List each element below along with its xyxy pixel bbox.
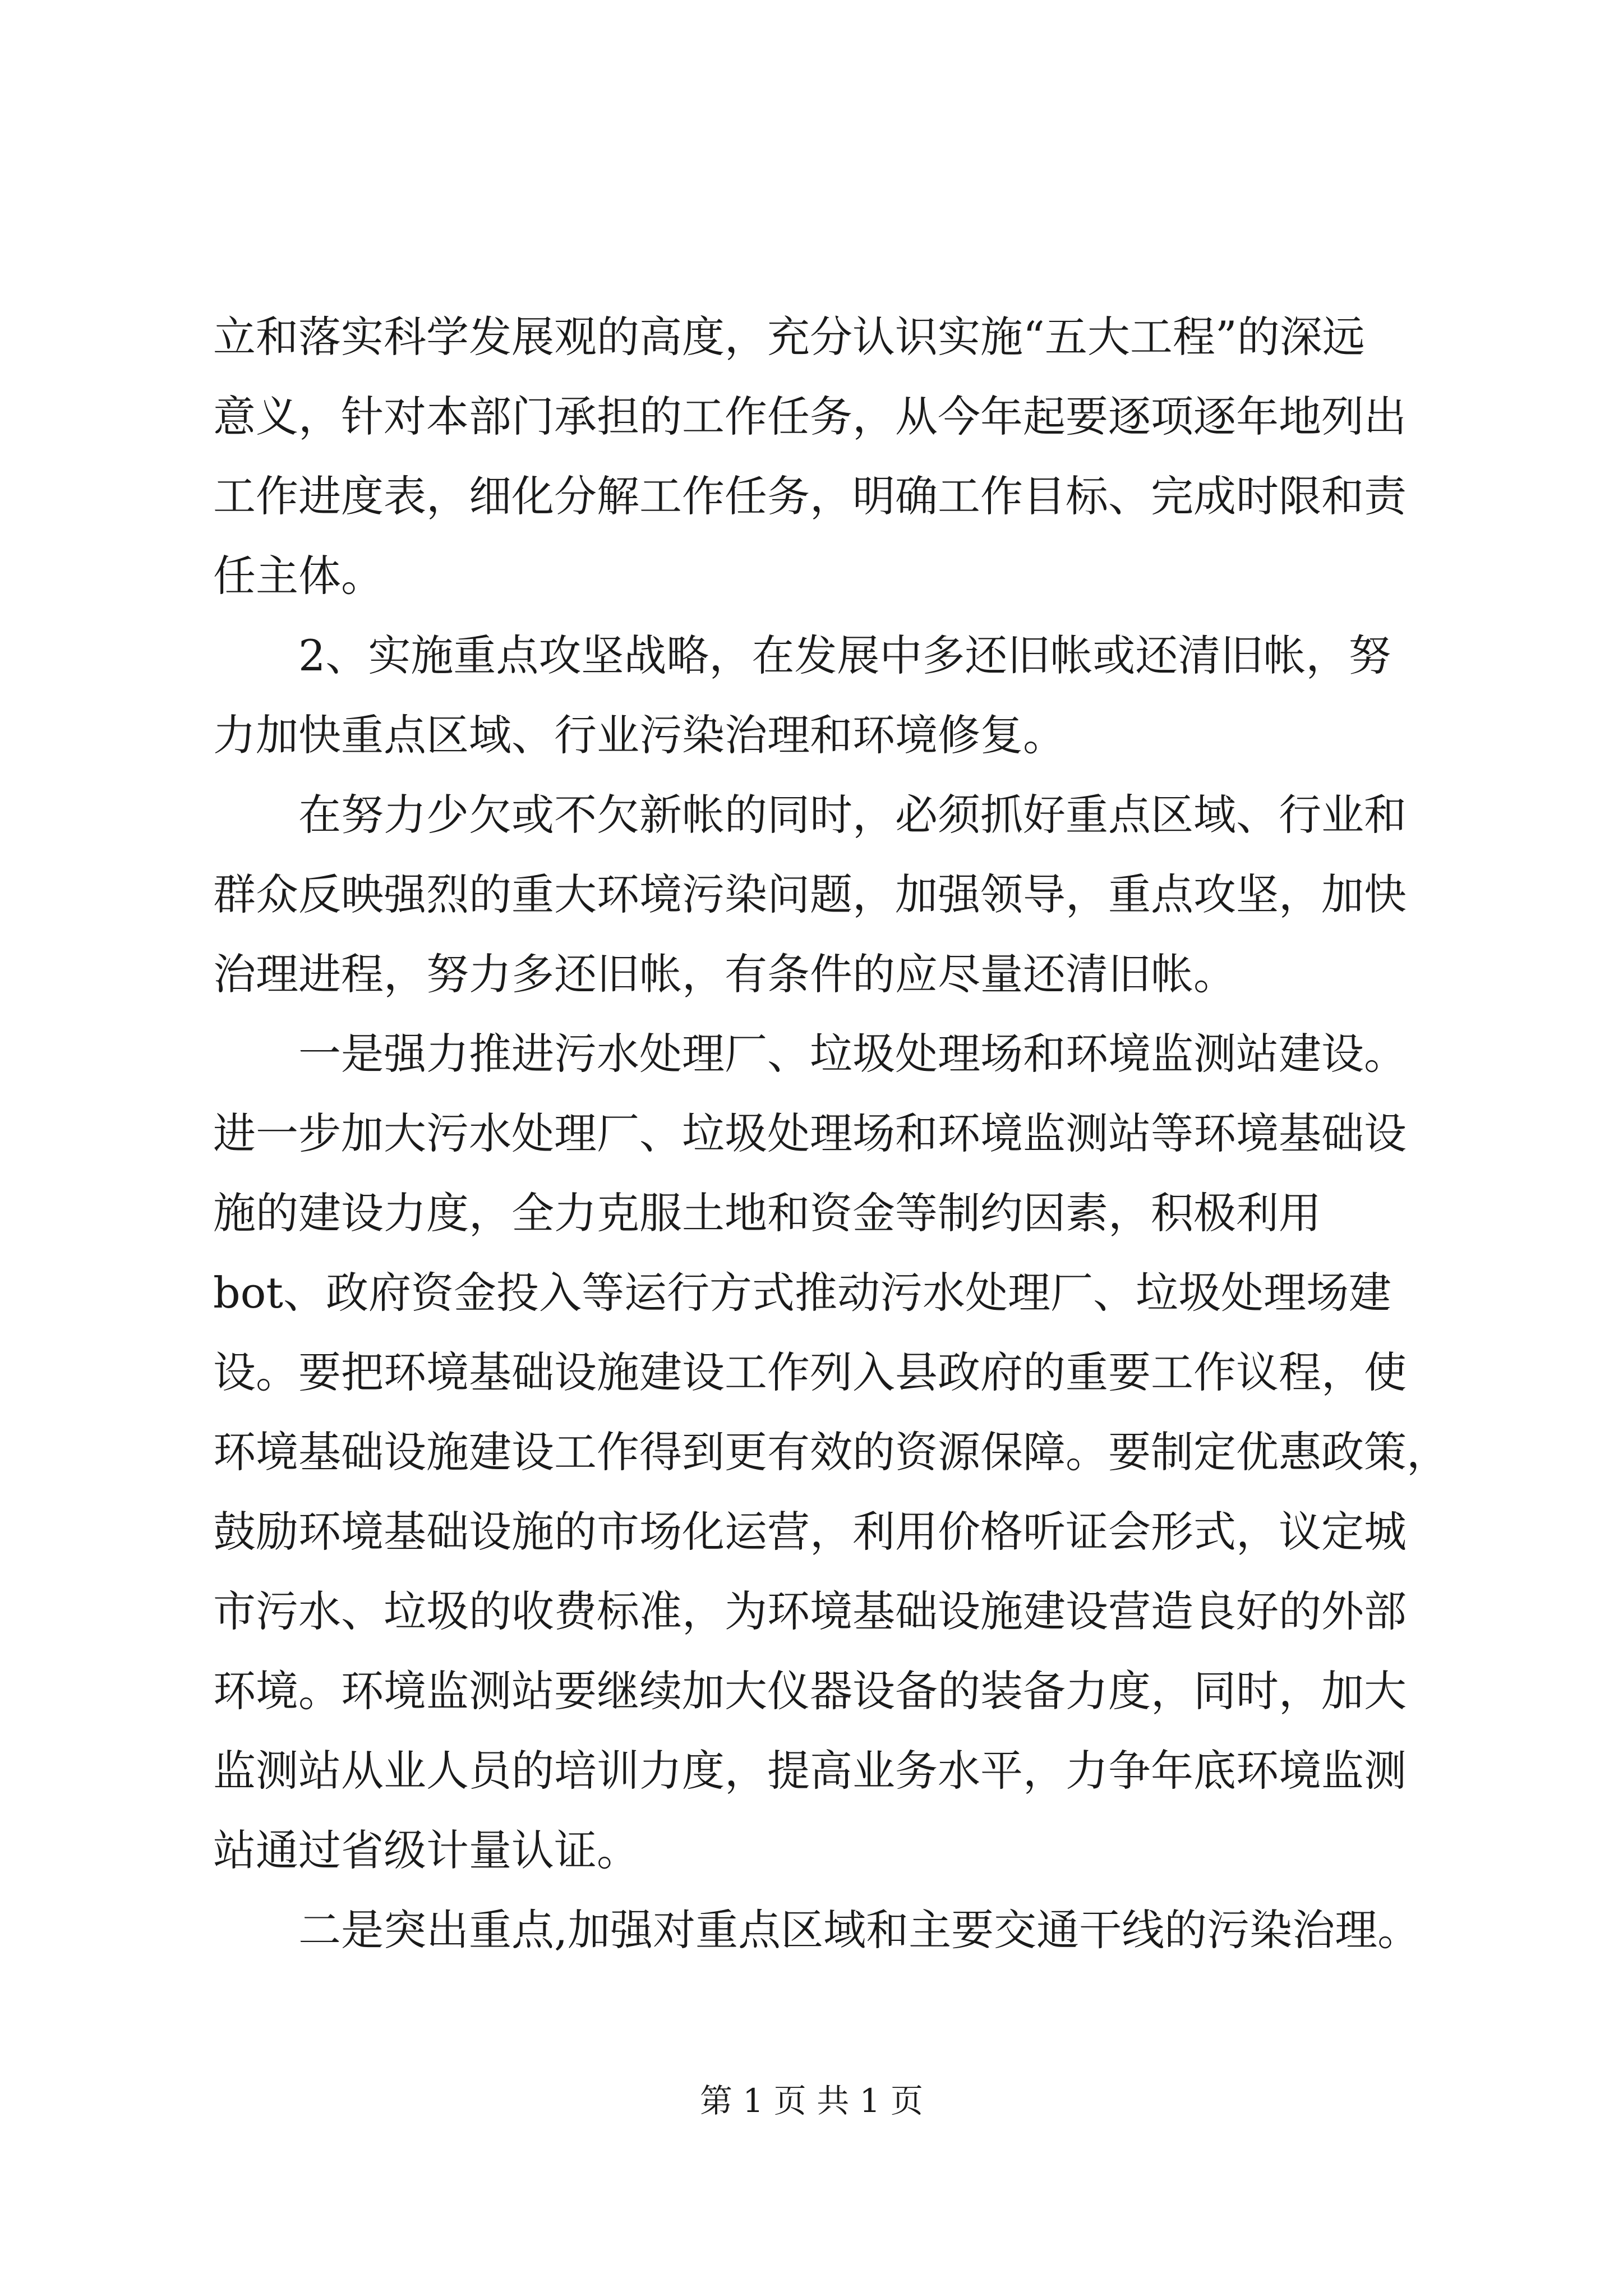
text-line: 意义，针对本部门承担的工作任务，从今年起要逐项逐年地列出: [213, 392, 1407, 441]
paragraph-first-line: 二是突出重点,加强对重点区域和主要交通干线的污染治理。: [298, 1905, 1421, 1955]
text-line: 治理进程，努力多还旧帐，有条件的应尽量还清旧帐。: [213, 949, 1236, 999]
text-line: 设。要把环境基础设施建设工作列入县政府的重要工作议程，使: [213, 1347, 1407, 1397]
text-line: 鼓励环境基础设施的市场化运营，利用价格听证会形式，议定城: [213, 1507, 1407, 1557]
paragraph-first-line: 在努力少欠或不欠新帐的同时，必须抓好重点区域、行业和: [298, 790, 1407, 840]
text-line: 监测站从业人员的培训力度，提高业务水平，力争年底环境监测: [213, 1746, 1407, 1796]
text-line: 环境。环境监测站要继续加大仪器设备的装备力度，同时，加大: [213, 1666, 1407, 1716]
text-line: 环境基础设施建设工作得到更有效的资源保障。要制定优惠政策，: [213, 1427, 1449, 1477]
text-line: 市污水、垃圾的收费标准，为环境基础设施建设营造良好的外部: [213, 1586, 1407, 1636]
paragraph-first-line: 2、实施重点攻坚战略，在发展中多还旧帐或还清旧帐，努: [298, 631, 1391, 680]
text-line: 施的建设力度，全力克服土地和资金等制约因素，积极利用: [213, 1188, 1321, 1238]
text-line: 力加快重点区域、行业污染治理和环境修复。: [213, 710, 1066, 760]
document-body: [213, 297, 1449, 1970]
text-line: 进一步加大污水处理厂、垃圾处理场和环境监测站等环境基础设: [213, 1108, 1407, 1158]
text-line: bot、政府资金投入等运行方式推动污水处理厂、垃圾处理场建: [213, 1268, 1391, 1318]
text-line: 任主体。: [213, 551, 384, 601]
text-line: 工作进度表，细化分解工作任务，明确工作目标、完成时限和责: [213, 471, 1407, 521]
text-line: 站通过省级计量认证。: [213, 1825, 639, 1875]
paragraph-first-line: 一是强力推进污水处理厂、垃圾处理场和环境监测站建设。: [298, 1029, 1407, 1079]
text-line: 立和落实科学发展观的高度，充分认识实施“五大工程”的深远: [213, 312, 1365, 362]
text-line: 群众反映强烈的重大环境污染问题，加强领导，重点攻坚，加快: [213, 869, 1407, 919]
page-number-footer: 第 1 页 共 1 页: [700, 2082, 923, 2120]
